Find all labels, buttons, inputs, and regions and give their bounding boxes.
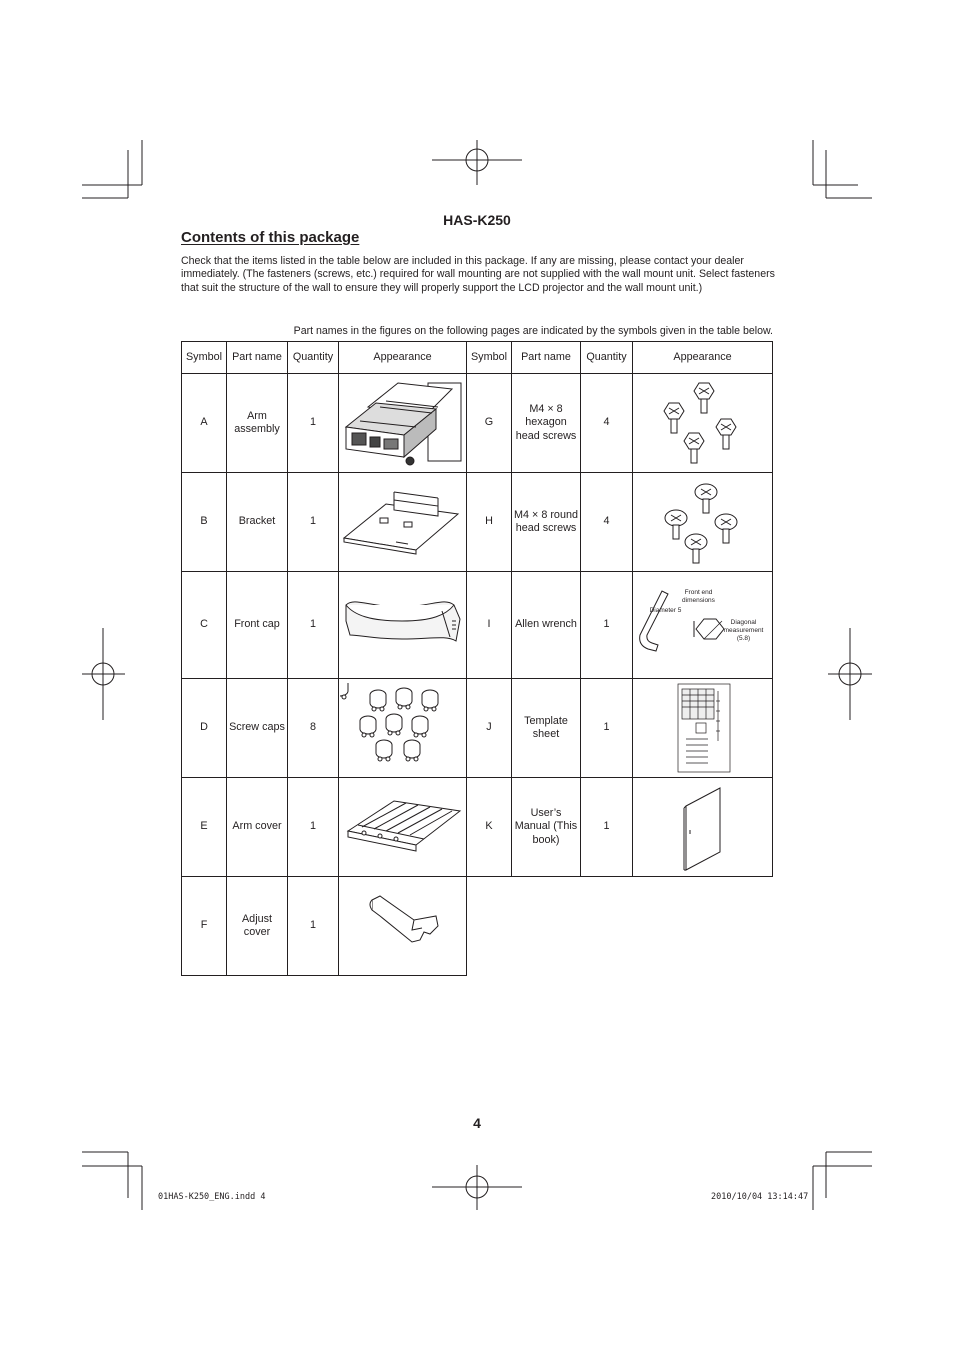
quantity-cell: 1 [288,778,339,877]
appearance-cell [633,374,773,473]
column-header: Part name [227,342,288,374]
quantity-cell: 4 [581,473,633,572]
diameter-label: Diameter 5 [649,607,682,614]
appearance-cell [339,778,467,877]
section-title: Contents of this package [181,229,360,246]
column-header: Part name [512,342,581,374]
part-name-cell: Allen wrench [512,572,581,679]
symbol-cell: G [467,374,512,473]
column-header: Appearance [339,342,467,374]
column-header: Quantity [581,342,633,374]
quantity-cell: 1 [581,778,633,877]
bracket-illustration [340,482,466,562]
part-name-cell: M4 × 8 hexagon head screws [512,374,581,473]
part-name-cell: Front cap [227,572,288,679]
quantity-cell: 8 [288,679,339,778]
table-row [182,473,773,572]
adjust-cover-illustration [340,886,466,966]
symbol-cell: C [182,572,227,679]
symbol-cell: I [467,572,512,679]
quantity-cell: 4 [581,374,633,473]
part-name-cell: Arm cover [227,778,288,877]
appearance-cell [633,778,773,877]
table-row [182,778,773,877]
page-number: 4 [473,1115,481,1131]
table-row [182,877,773,976]
symbols-note: Part names in the figures on the following pages are indicated by the symbols given in the table below. [293,325,773,337]
table-row [182,679,773,778]
appearance-cell [339,572,467,679]
symbol-cell: J [467,679,512,778]
quantity-cell: 1 [288,572,339,679]
table-row [182,374,773,473]
file-slug: 01HAS-K250_ENG.indd 4 [158,1192,266,1202]
appearance-cell [633,473,773,572]
parts-table [181,341,773,976]
appearance-cell [339,374,467,473]
part-name-cell: User’s Manual (This book) [512,778,581,877]
appearance-cell [339,473,467,572]
screw-caps-illustration [340,683,466,773]
part-name-cell: Arm assembly [227,374,288,473]
empty-cell [467,877,773,976]
symbol-cell: D [182,679,227,778]
column-header: Symbol [182,342,227,374]
symbol-cell: B [182,473,227,572]
column-header: Quantity [288,342,339,374]
table-row [182,572,773,679]
symbol-cell: E [182,778,227,877]
column-header: Symbol [467,342,512,374]
intro-paragraph: Check that the items listed in the table below are included in this package. If any are missing, please contact your dealer immediately. (The fasteners (screws, etc.) required for wall mounting are not supplied with the wall mount unit. Select fasteners that suit the structure of the wall to ensure they will properly support the LCD projector and the wall mount unit.) [181,255,775,294]
symbol-cell: K [467,778,512,877]
front-end-label: Front end dimensions [682,589,715,604]
appearance-cell [339,679,467,778]
print-timestamp: 2010/10/04 13:14:47 [711,1192,809,1202]
part-name-cell: Template sheet [512,679,581,778]
quantity-cell: 1 [288,877,339,976]
part-name-cell: Bracket [227,473,288,572]
column-header: Appearance [633,342,773,374]
part-name-cell: Screw caps [227,679,288,778]
front-cap-illustration [340,585,466,665]
symbol-cell: A [182,374,227,473]
symbol-cell: F [182,877,227,976]
part-name-cell: Adjust cover [227,877,288,976]
appearance-cell [339,877,467,976]
quantity-cell: 1 [288,473,339,572]
quantity-cell: 1 [581,679,633,778]
quantity-cell: 1 [288,374,339,473]
model-heading: HAS-K250 [443,212,511,228]
round-head-screws-illustration [634,476,772,568]
part-name-cell: M4 × 8 round head screws [512,473,581,572]
symbol-cell: H [467,473,512,572]
quantity-cell: 1 [581,572,633,679]
manual-book-illustration [634,782,772,872]
arm-assembly-illustration [340,377,466,469]
table-header-row [182,342,773,374]
diagonal-label: Diagonal measurement (5.8) [723,619,764,642]
appearance-cell [633,572,773,679]
template-sheet-illustration [634,681,772,775]
arm-cover-illustration [340,787,466,867]
hexagon-head-screws-illustration [634,377,772,469]
appearance-cell [633,679,773,778]
